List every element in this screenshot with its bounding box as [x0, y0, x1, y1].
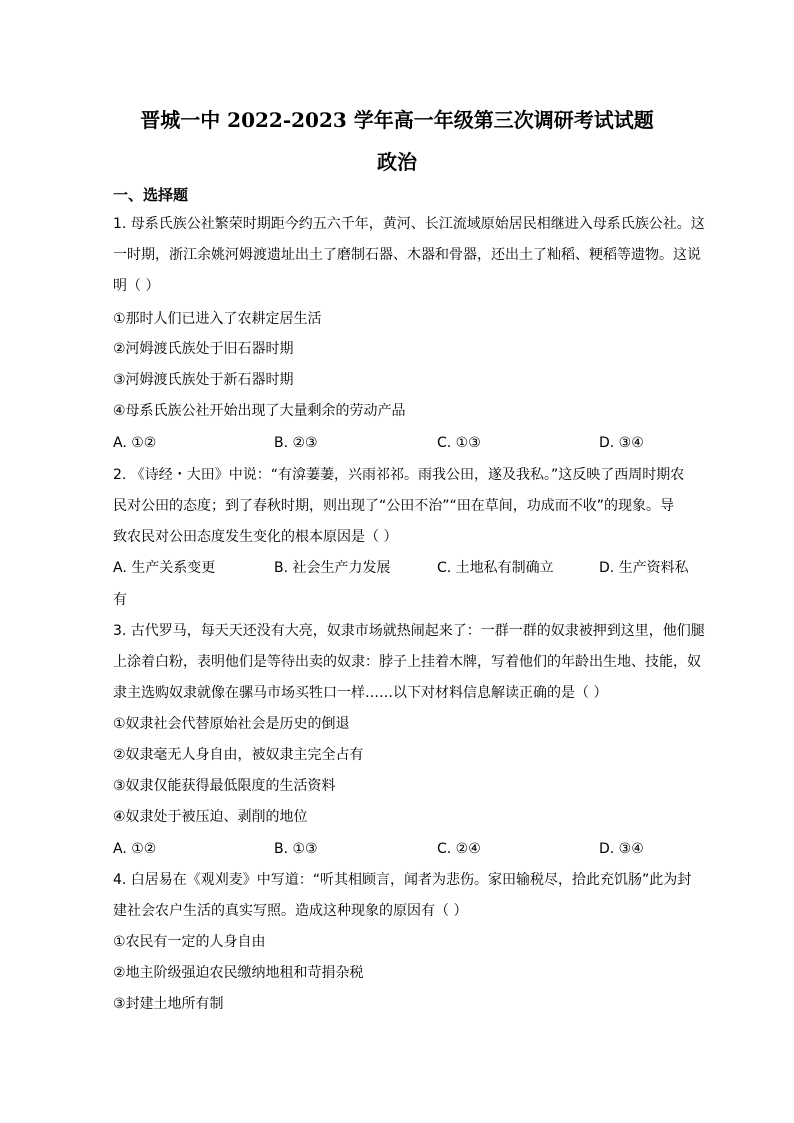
option-a: A. 生产关系变更	[113, 560, 216, 576]
statement: ③封建土地所有制	[113, 996, 224, 1012]
option-b: B. ②③	[274, 435, 318, 451]
option-d-wrap: 有	[113, 592, 127, 608]
question-3-text: 3. 古代罗马，每天天还没有大亮，奴隶市场就热闹起来了：一群一群的奴隶被押到这里，他们腿	[113, 623, 705, 639]
question-1-text: 明（ ）	[113, 278, 160, 294]
statement: ①那时人们已进入了农耕定居生活	[113, 311, 322, 327]
question-1-text: 1. 母系氏族公社繁荣时期距今约五六千年，黄河、长江流域原始居民相继进入母系氏族公社。这	[113, 216, 705, 232]
question-3-text: 隶主选购奴隶就像在骡马市场买牲口一样……以下对材料信息解读正确的是（ ）	[113, 685, 608, 701]
statement: ①奴隶社会代替原始社会是历史的倒退	[113, 716, 350, 732]
option-b: B. ①③	[274, 841, 318, 857]
statement: ②奴隶毫无人身自由，被奴隶主完全占有	[113, 747, 364, 763]
question-4-text: 4. 白居易在《观刈麦》中写道：“听其相顾言，闻者为悲伤。家田输税尽，拾此充饥肠”此为封	[113, 872, 692, 888]
option-d: D. 生产资料私	[599, 560, 689, 576]
question-2-text: 民对公田的态度；到了春秋时期，则出现了“公田不治”“田在草间，功成而不收”的现象。导	[113, 498, 675, 514]
option-d: D. ③④	[599, 841, 644, 857]
section-heading: 一、选择题	[113, 186, 189, 204]
option-c: C. 土地私有制确立	[437, 560, 554, 576]
statement: ②河姆渡氏族处于旧石器时期	[113, 341, 294, 357]
statement: ②地主阶级强迫农民缴纳地租和苛捐杂税	[113, 965, 364, 981]
statement: ④奴隶处于被压迫、剥削的地位	[113, 809, 308, 825]
option-a: A. ①②	[113, 435, 157, 451]
question-2-text: 致农民对公田态度发生变化的根本原因是（ ）	[113, 529, 398, 545]
statement: ①农民有一定的人身自由	[113, 934, 266, 950]
question-1-text: 一时期，浙江余姚河姆渡遗址出土了磨制石器、木器和骨器，还出土了籼稻、粳稻等遗物。这说	[113, 247, 701, 263]
question-4-text: 建社会农户生活的真实写照。造成这种现象的原因有（ ）	[113, 903, 468, 919]
option-b: B. 社会生产力发展	[274, 560, 391, 576]
page-title: 晋城一中 2022-2023 学年高一年级第三次调研考试试题	[140, 108, 654, 132]
statement: ③奴隶仅能获得最低限度的生活资料	[113, 778, 336, 794]
option-d: D. ③④	[599, 435, 644, 451]
option-c: C. ①③	[437, 435, 481, 451]
question-2-text: 2. 《诗经・大田》中说：“有渰萋萋，兴雨祁祁。雨我公田，遂及我私。”这反映了西周时期农	[113, 467, 685, 483]
question-3-text: 上涂着白粉，表明他们是等待出卖的奴隶：脖子上挂着木牌，写着他们的年龄出生地、技能，奴	[113, 654, 701, 670]
subject-title: 政治	[377, 150, 417, 174]
statement: ④母系氏族公社开始出现了大量剩余的劳动产品	[113, 403, 406, 419]
statement: ③河姆渡氏族处于新石器时期	[113, 372, 294, 388]
option-c: C. ②④	[437, 841, 481, 857]
option-a: A. ①②	[113, 841, 157, 857]
